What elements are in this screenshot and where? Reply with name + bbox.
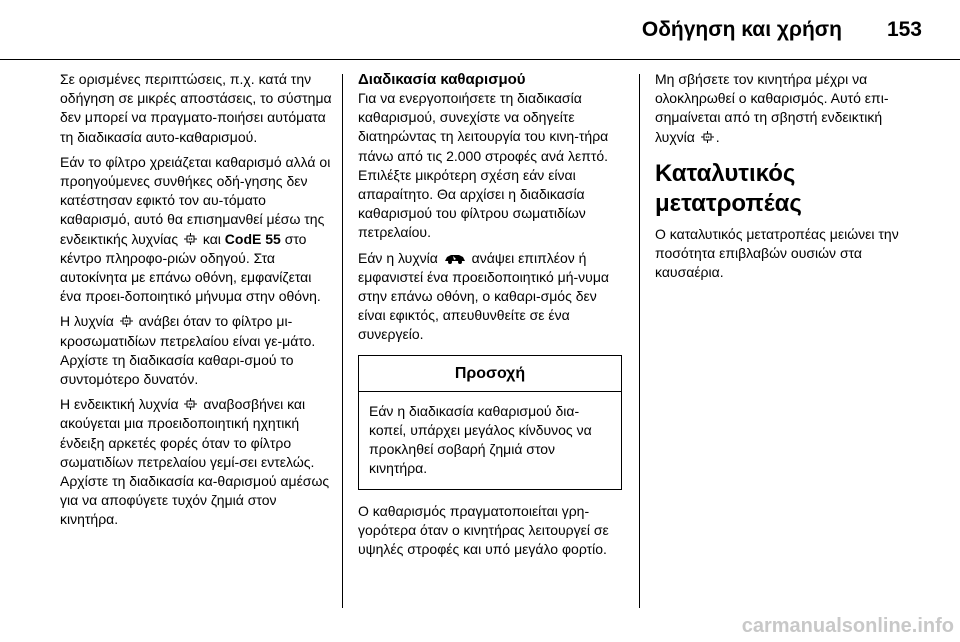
paragraph: Ο καταλυτικός μετατροπέας μειώνει την ποσότητα επιβλαβών ουσιών στα καυσαέρια. xyxy=(655,225,899,281)
paragraph xyxy=(60,395,332,529)
section-heading: Διαδικασία καθαρισμού xyxy=(358,71,526,88)
section-heading: Καταλυτικός μετατροπέας xyxy=(655,159,802,217)
column-1 xyxy=(60,70,332,536)
column-divider xyxy=(639,74,640,608)
text: ανάβει όταν το φίλτρο μι-κροσωματιδίων πετρελαίου είναι γε-μάτο. Αρχίστε τη διαδικασία καθαρι-σμού το συντομότερο δυνατόν. xyxy=(60,313,316,388)
text: και xyxy=(202,230,221,247)
text: Η λυχνία xyxy=(60,313,114,330)
column-3 xyxy=(655,70,925,288)
paragraph xyxy=(60,153,332,307)
caution-box xyxy=(358,355,622,490)
text: ανάψει επιπλέον ή εμφανιστεί ένα προειδοποιητικό μή-νυμα στην επάνω οθόνη, ο καθαρι-σμός δεν είναι εφικτός, απευθυνθείτε σε ένα συνεργείο. xyxy=(358,249,609,343)
paragraph xyxy=(358,249,622,345)
error-code: CodE 55 xyxy=(224,230,281,247)
paragraph: Ο καθαρισμός πραγματοποιείται γρη-γορότερα όταν ο κινητήρας λειτουργεί σε υψηλές στροφές και υπό μεγάλο φορτίο. xyxy=(358,502,609,558)
column-divider xyxy=(342,74,343,608)
text: στο κέντρο πληροφο-ριών οδηγού. Στα αυτοκίνητα με επάνω οθόνη, εμφανίζεται ένα προει-δοποιητικό μήνυμα στην οθόνη. xyxy=(60,230,321,305)
text: Η ενδεικτική λυχνία xyxy=(60,396,179,413)
text: Μη σβήσετε τον κινητήρα μέχρι να ολοκληρωθεί ο καθαρισμός. Αυτό επι-σημαίνεται από τη σβηστή ενδεικτική λυχνία xyxy=(655,71,889,145)
dpf-lamp-icon xyxy=(120,315,133,327)
paragraph: Σε ορισμένες περιπτώσεις, π.χ. κατά την οδήγηση σε μικρές αποστάσεις, το σύστημα δεν μπορεί να πραγματο-ποιήσει αυτόματα τη διαδικασία αυτο-καθαρισμού. xyxy=(60,71,332,145)
paragraph xyxy=(60,312,332,389)
caution-title: Προσοχή xyxy=(359,356,621,392)
page-number: 153 xyxy=(886,18,922,41)
dpf-lamp-icon xyxy=(184,233,197,245)
paragraph xyxy=(655,70,925,147)
text: . xyxy=(715,128,720,145)
service-vehicle-icon xyxy=(444,252,466,264)
page-header xyxy=(0,0,960,60)
caution-body: Εάν η διαδικασία καθαρισμού δια-κοπεί, υπάρχει μεγάλος κίνδυνος να προκληθεί σοβαρή ζημιά στον κινητήρα. xyxy=(369,402,592,477)
header-rule xyxy=(0,59,960,60)
watermark: carmanualsonline.info xyxy=(741,615,954,637)
text: Εάν η λυχνία xyxy=(358,249,438,266)
dpf-lamp-icon xyxy=(184,398,197,410)
paragraph: Για να ενεργοποιήσετε τη διαδικασία καθαρισμού, συνεχίστε να οδηγείτε διατηρώντας τη λειτουργία του κινη-τήρα πάνω από τις 2.000 στροφές ανά λεπτό. Επιλέξτε μικρότερη σχέση εάν είναι απαραίτητο. Θα αρχίσει η διαδικασία καθαρισμού του φίλτρου σωματιδίων πετρελαίου. xyxy=(358,90,609,241)
header-title: Οδήγηση και χρήση xyxy=(641,18,842,41)
text: Εάν το φίλτρο χρειάζεται καθαρισμό αλλά οι προηγούμενες συνθήκες οδή-γησης δεν κατέστησαν εφικτό τον αυ-τόματο καθαρισμό, αυτό θα επισημανθεί μέσω της ενδεικτικής λυχνίας xyxy=(60,153,331,247)
dpf-lamp-icon xyxy=(701,131,714,143)
text: αναβοσβήνει και ακούγεται μια προειδοποιητική ηχητική ένδειξη αρκετές φορές όταν το φίλτρο σωματιδίων πετρελαίου γεμί-σει εντελώς. Αρχίστε τη διαδικασία κα-θαρισμού αμέσως για να αποφύγετε τυχόν ζημιά στον κινητήρα. xyxy=(60,396,330,528)
column-2 xyxy=(358,70,622,565)
